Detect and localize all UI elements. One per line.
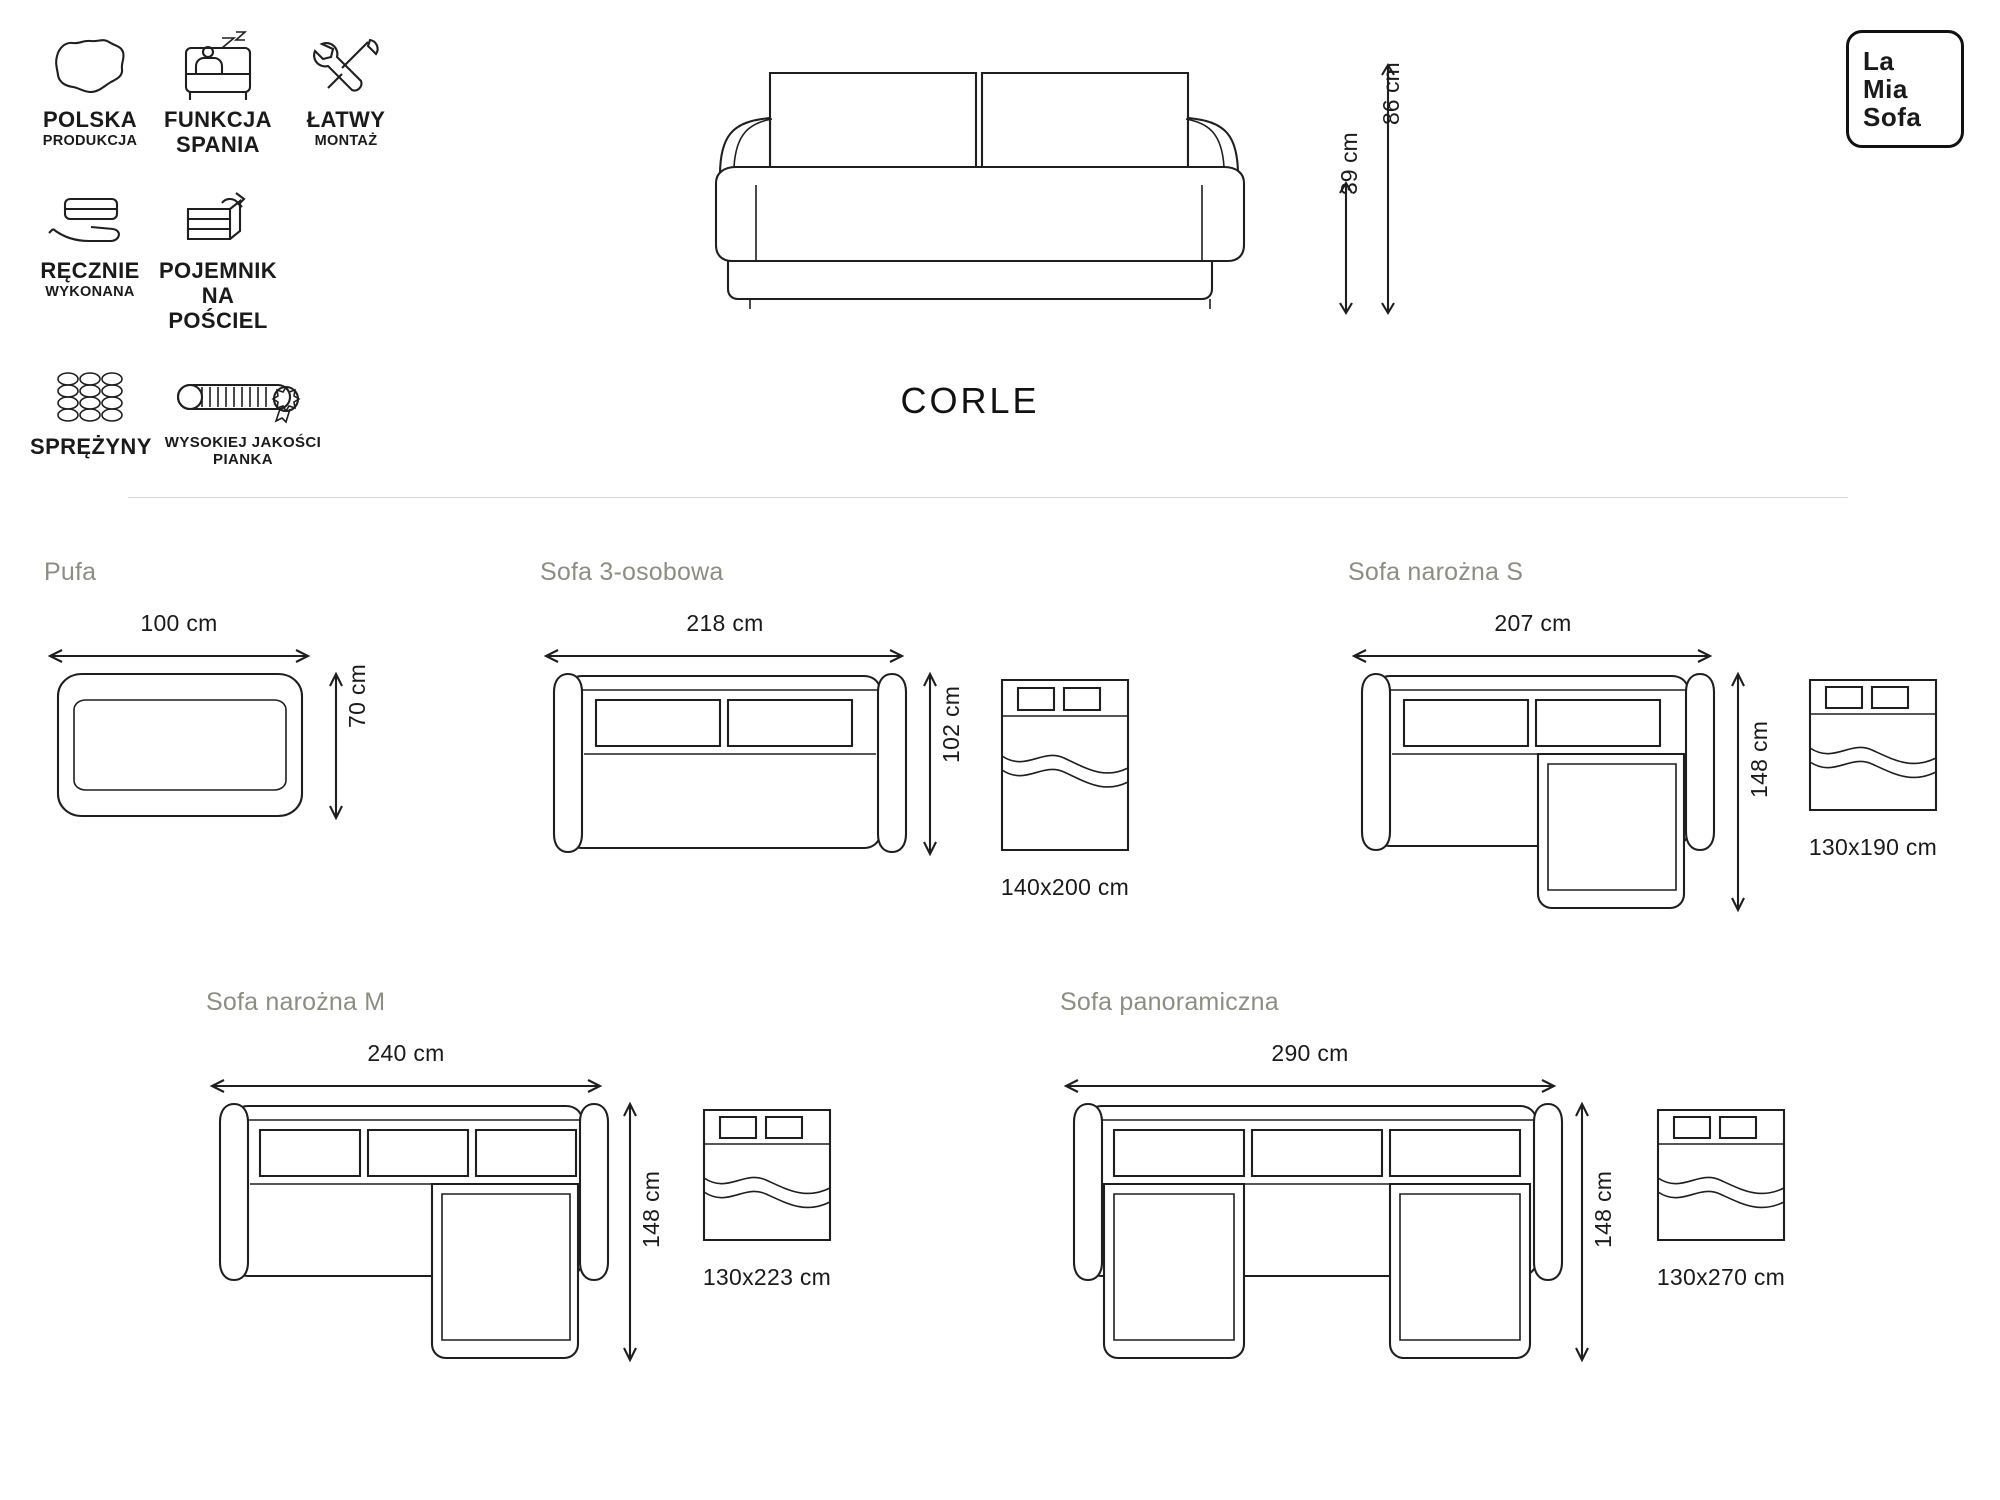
bedding-container-icon (158, 171, 278, 253)
variant-title: Sofa panoramiczna (1060, 988, 1279, 1016)
variant-title: Sofa narożna S (1348, 558, 1524, 586)
variant-sofa-narozna-m (206, 988, 886, 1388)
variant-depth-label: 102 cm (938, 685, 964, 763)
feature-row-1 (30, 20, 450, 157)
feature-sleep-function (158, 20, 278, 157)
feature-label: WYSOKIEJ JAKOŚCI PIANKA (164, 434, 322, 468)
hero-seat-height-label: 39 cm (1336, 132, 1362, 195)
feature-row-2 (30, 171, 450, 333)
variant-width-label: 240 cm (367, 1040, 445, 1066)
poland-map-icon (30, 20, 150, 102)
hero-sofa-front-view (690, 55, 1250, 315)
springs-icon (30, 347, 150, 429)
feature-label: FUNKCJA SPANIA (164, 107, 272, 157)
variant-sofa-3-osobowa (540, 558, 1220, 898)
variant-pufa (44, 558, 384, 878)
variant-sofa-narozna-s (1348, 558, 1988, 938)
variant-title: Sofa 3-osobowa (540, 558, 724, 586)
feature-handmade (30, 171, 150, 300)
feature-label: RĘCZNIE WYKONANA (40, 258, 140, 300)
logo-line-3: Sofa (1863, 102, 1922, 133)
sleeping-person-icon (158, 20, 278, 102)
variant-depth-label: 148 cm (1746, 720, 1772, 798)
feature-badges (30, 20, 450, 469)
brand-logo (1846, 30, 1964, 148)
variant-depth-label: 148 cm (1590, 1170, 1616, 1248)
tools-icon (286, 20, 406, 102)
page-title: CORLE (900, 380, 1040, 421)
logo-line-1: La (1863, 45, 1895, 76)
feature-high-quality-foam (158, 347, 328, 469)
feature-springs (30, 347, 150, 460)
variant-width-label: 290 cm (1271, 1040, 1349, 1066)
feature-label: POLSKA PRODUKCJA (42, 107, 138, 149)
feature-easy-assembly (286, 20, 406, 149)
feature-row-3 (30, 347, 450, 469)
feature-poland-production (30, 20, 150, 149)
section-divider (128, 497, 1848, 498)
hero-dimensions (1290, 55, 1410, 315)
variant-title: Sofa narożna M (206, 988, 386, 1016)
feature-label: POJEMNIK NA POŚCIEL (158, 258, 278, 333)
variant-title: Pufa (44, 558, 97, 586)
hand-sofa-icon (30, 171, 150, 253)
variant-width-label: 218 cm (686, 610, 764, 636)
variant-bed-size-label: 130x223 cm (702, 1264, 832, 1290)
variant-depth-label: 148 cm (638, 1170, 664, 1248)
feature-label: SPRĘŻYNY (30, 434, 152, 460)
feature-label: ŁATWY MONTAŻ (306, 107, 386, 149)
variant-depth-label: 70 cm (344, 663, 370, 728)
variant-bed-size-label: 140x200 cm (1000, 874, 1130, 900)
logo-line-2: Mia (1863, 73, 1908, 104)
hero-total-height-label: 86 cm (1378, 62, 1404, 125)
feature-bedding-container (158, 171, 278, 333)
variant-bed-size-label: 130x270 cm (1656, 1264, 1786, 1290)
foam-roll-icon (158, 347, 328, 429)
variant-width-label: 207 cm (1494, 610, 1572, 636)
variant-sofa-panoramiczna (1060, 988, 1900, 1388)
variant-bed-size-label: 130x190 cm (1808, 834, 1938, 860)
variant-width-label: 100 cm (140, 610, 218, 636)
